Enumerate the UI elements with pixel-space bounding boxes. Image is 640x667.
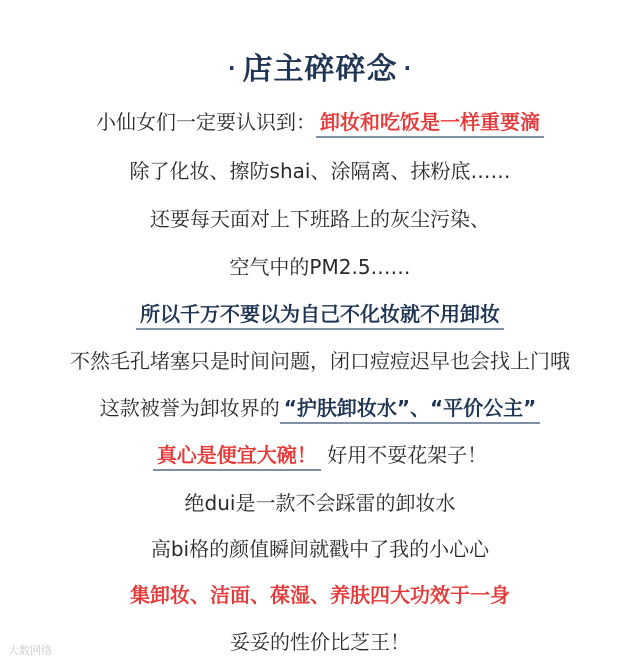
line1-plain: 小仙女们一定要认识到： [96,110,316,134]
title-dot-left: · [227,55,237,80]
line7-plain: 这款被誉为卸妆界的 [99,396,280,420]
text-line-11: 集卸妆、洁面、葆湿、养肤四大功效于一身 [130,583,510,607]
text-line-1 [0,108,640,136]
text-line-6: 不然毛孔堵塞只是时间问题，闭口痘痘迟早也会找上门哦 [70,349,570,373]
text-line-8 [0,441,640,469]
text-line-3: 还要每天面对上下班路上的灰尘污染、 [150,207,490,231]
line8-highlight: 真心是便宜大碗！ [153,443,321,471]
text-line-2: 除了化妆、擦防shai、涂隔离、抹粉底…… [129,159,511,183]
page-title [0,44,640,88]
text-line-12: 妥妥的性价比芝王！ [230,630,410,654]
line7-highlight: “护肤卸妆水”、“平价公主” [280,396,541,424]
text-line-7 [0,394,640,422]
text-line-5 [0,300,640,328]
text-line-9: 绝dui是一款不会踩雷的卸妆水 [184,491,456,515]
title-text: 店主碎碎念 [242,52,398,87]
text-line-10: 高bi格的颜值瞬间就戳中了我的小心心 [150,537,490,561]
line5-highlight: 所以千万不要以为自己不化妆就不用卸妆 [136,302,504,330]
line8-plain: 好用不耍花架子！ [327,443,488,467]
watermark: 大数网络 [8,644,52,657]
title-dot-right: · [403,55,413,80]
text-line-4: 空气中的PM2.5…… [229,255,411,279]
line1-highlight: 卸妆和吃饭是一样重要滴 [316,110,544,138]
